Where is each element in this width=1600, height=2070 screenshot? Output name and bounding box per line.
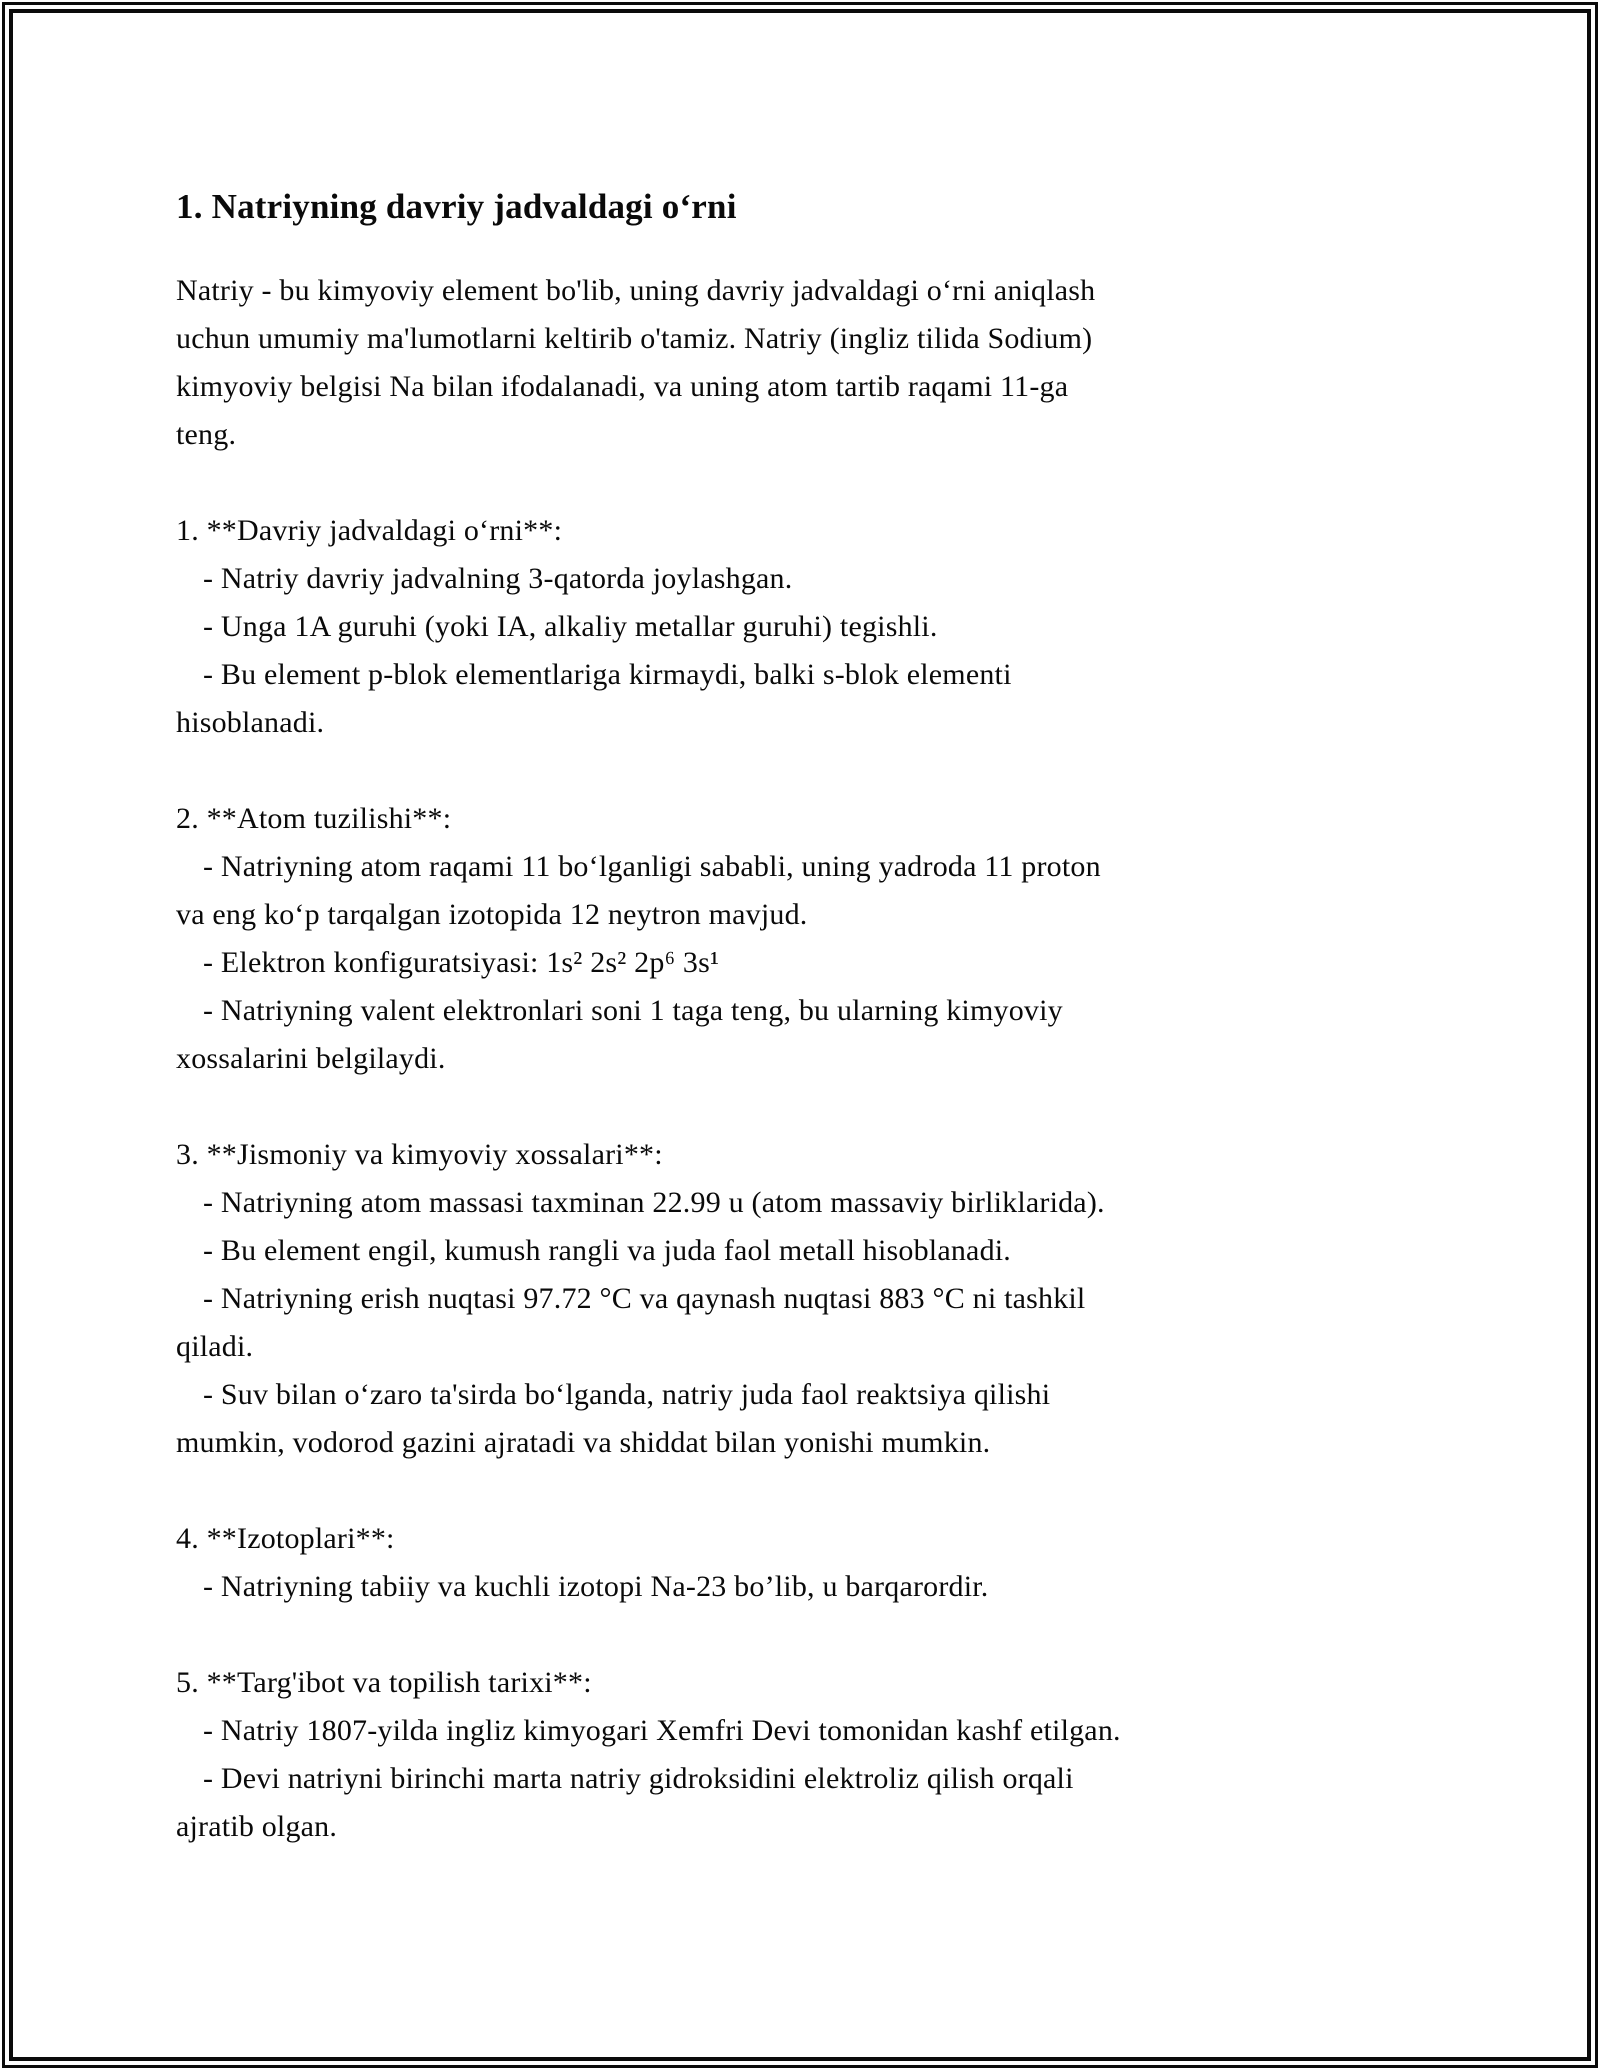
- page-title: 1. Natriyning davriy jadvaldagi oʻrni: [176, 187, 737, 226]
- bullet-line: - Natriyning erish nuqtasi 97.72 °C va qaynash nuqtasi 883 °C ni tashkil: [203, 1282, 1086, 1315]
- bullet-line: - Natriy davriy jadvalning 3-qatorda joylashgan.: [203, 562, 793, 595]
- blank-line: [176, 1611, 1547, 1659]
- text-line: ajratib olgan.: [176, 1810, 338, 1843]
- text-line: hisoblanadi.: [176, 706, 325, 739]
- bullet-line: - Natriyning valent elektronlari soni 1 taga teng, bu ularning kimyoviy: [203, 994, 1063, 1027]
- blank-line: [176, 747, 1547, 795]
- document-body: [176, 267, 1547, 1851]
- blank-line: [176, 459, 1547, 507]
- bullet-line: - Natriyning tabiiy va kuchli izotopi Na-23 bo’lib, u barqarordir.: [203, 1570, 989, 1603]
- text-line: uchun umumiy ma'lumotlarni keltirib o'tamiz. Natriy (ingliz tilida Sodium): [176, 322, 1093, 355]
- text-line: qiladi.: [176, 1330, 254, 1363]
- text-line: va eng koʻp tarqalgan izotopida 12 neytron mavjud.: [176, 898, 808, 931]
- page-inner-border: [9, 9, 1591, 2061]
- text-line: teng.: [176, 418, 237, 451]
- bullet-line: - Devi natriyni birinchi marta natriy gidroksidini elektroliz qilish orqali: [203, 1762, 1074, 1795]
- page-outer-border: [2, 2, 1598, 2068]
- blank-line: [176, 1467, 1547, 1515]
- text-line: 5. **Targ'ibot va topilish tarixi**:: [176, 1666, 592, 1699]
- text-line: 3. **Jismoniy va kimyoviy xossalari**:: [176, 1138, 663, 1171]
- bullet-line: - Elektron konfiguratsiyasi: 1s² 2s² 2p⁶ 3s¹: [203, 946, 720, 979]
- text-line: 4. **Izotoplari**:: [176, 1522, 395, 1555]
- blank-line: [176, 1083, 1547, 1131]
- text-line: kimyoviy belgisi Na bilan ifodalanadi, va uning atom tartib raqami 11-ga: [176, 370, 1069, 403]
- bullet-line: - Bu element engil, kumush rangli va juda faol metall hisoblanadi.: [203, 1234, 1012, 1267]
- text-line: Natriy - bu kimyoviy element bo'lib, uning davriy jadvaldagi oʻrni aniqlash: [176, 274, 1096, 307]
- text-line: 2. **Atom tuzilishi**:: [176, 802, 452, 835]
- bullet-line: - Natriyning atom massasi taxminan 22.99 u (atom massaviy birliklarida).: [203, 1186, 1105, 1219]
- bullet-line: - Natriyning atom raqami 11 boʻlganligi sababli, uning yadroda 11 proton: [203, 850, 1101, 883]
- bullet-line: - Unga 1A guruhi (yoki IA, alkaliy metallar guruhi) tegishli.: [203, 610, 938, 643]
- bullet-line: - Bu element p-blok elementlariga kirmaydi, balki s-blok elementi: [203, 658, 1012, 691]
- text-line: mumkin, vodorod gazini ajratadi va shiddat bilan yonishi mumkin.: [176, 1426, 991, 1459]
- bullet-line: - Natriy 1807-yilda ingliz kimyogari Xemfri Devi tomonidan kashf etilgan.: [203, 1714, 1121, 1747]
- text-line: xossalarini belgilaydi.: [176, 1042, 446, 1075]
- bullet-line: - Suv bilan oʻzaro ta'sirda boʻlganda, natriy juda faol reaktsiya qilishi: [203, 1378, 1051, 1411]
- text-line: 1. **Davriy jadvaldagi oʻrni**:: [176, 514, 563, 547]
